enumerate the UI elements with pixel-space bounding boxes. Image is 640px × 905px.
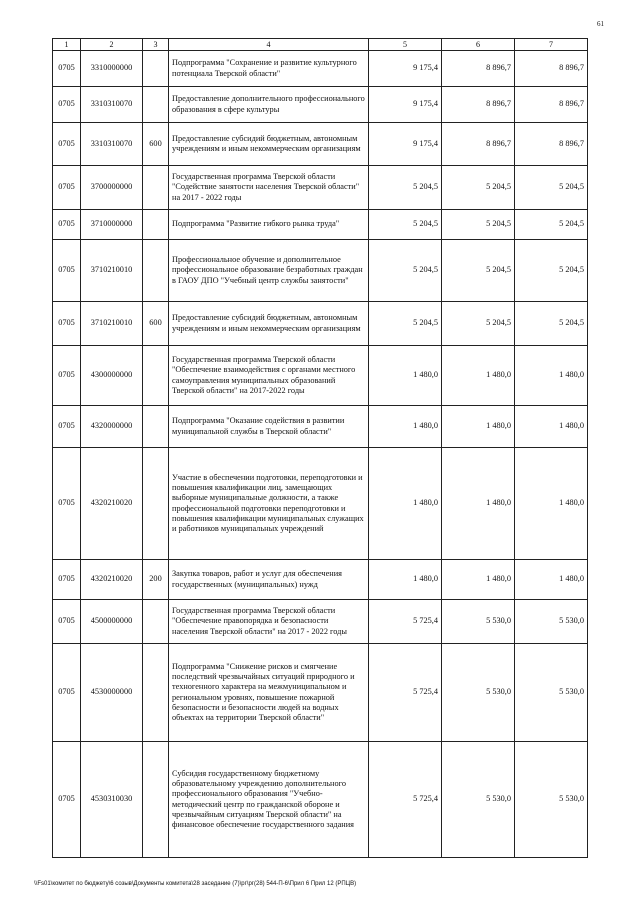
cell-code: 4320210020 [81, 448, 143, 560]
cell-code: 3710210010 [81, 240, 143, 302]
cell-v2: 5 204,5 [442, 210, 515, 240]
cell-v3: 5 530,0 [515, 644, 588, 742]
table-body [53, 51, 588, 858]
cell-section: 0705 [53, 210, 81, 240]
cell-v2: 5 204,5 [442, 240, 515, 302]
cell-v3: 1 480,0 [515, 406, 588, 448]
cell-v3: 5 530,0 [515, 600, 588, 644]
table-row [53, 302, 588, 346]
column-header-6: 6 [442, 39, 515, 51]
cell-v2: 5 530,0 [442, 644, 515, 742]
cell-type [143, 346, 169, 406]
cell-v2: 1 480,0 [442, 346, 515, 406]
cell-code: 3310310070 [81, 123, 143, 166]
cell-type [143, 406, 169, 448]
column-header-3: 3 [143, 39, 169, 51]
cell-type [143, 51, 169, 87]
cell-v1: 5 725,4 [369, 644, 442, 742]
cell-name: Субсидия государственному бюджетному образовательному учреждению дополнительного профессионального образования "Учебно-методический центр по гражданской обороне и чрезвычайным ситуациям Тверской области" на финансовое обеспечение государственного задания [169, 742, 369, 858]
cell-name: Государственная программа Тверской области "Обеспечение взаимодействия с органами местного самоуправления муниципальных образований Тверской области" на 2017-2022 годы [169, 346, 369, 406]
cell-v2: 8 896,7 [442, 51, 515, 87]
cell-name: Подпрограмма "Сохранение и развитие культурного потенциала Тверской области" [169, 51, 369, 87]
cell-section: 0705 [53, 51, 81, 87]
cell-code: 3310310070 [81, 87, 143, 123]
cell-v1: 1 480,0 [369, 346, 442, 406]
cell-section: 0705 [53, 600, 81, 644]
table-row [53, 742, 588, 858]
cell-code: 4300000000 [81, 346, 143, 406]
cell-type [143, 448, 169, 560]
column-header-7: 7 [515, 39, 588, 51]
cell-v1: 5 725,4 [369, 600, 442, 644]
column-header-5: 5 [369, 39, 442, 51]
table-row [53, 600, 588, 644]
cell-code: 3310000000 [81, 51, 143, 87]
cell-section: 0705 [53, 560, 81, 600]
cell-v2: 5 530,0 [442, 742, 515, 858]
cell-v3: 5 530,0 [515, 742, 588, 858]
cell-section: 0705 [53, 406, 81, 448]
cell-v1: 9 175,4 [369, 123, 442, 166]
cell-name: Участие в обеспечении подготовки, переподготовки и повышения квалификации лиц, замещающих выборные муниципальные должности, а также профессиональной подготовки переподготовки и повышения квалификации муниципальных служащих и работников муниципальных учреждений [169, 448, 369, 560]
cell-name: Закупка товаров, работ и услуг для обеспечения государственных (муниципальных) нужд [169, 560, 369, 600]
cell-code: 3700000000 [81, 166, 143, 210]
cell-name: Предоставление дополнительного профессионального образования в сфере культуры [169, 87, 369, 123]
page-number: 61 [597, 20, 604, 28]
cell-code: 4500000000 [81, 600, 143, 644]
cell-name: Подпрограмма "Оказание содействия в развитии муниципальной службы в Тверской области" [169, 406, 369, 448]
cell-type [143, 210, 169, 240]
cell-name: Подпрограмма "Снижение рисков и смягчение последствий чрезвычайных ситуаций природного и техногенного характера на межмуниципальном и региональном уровнях, повышение пожарной безопасности и безопасности людей на водных объектах на территории Тверской области" [169, 644, 369, 742]
cell-section: 0705 [53, 240, 81, 302]
cell-v1: 5 204,5 [369, 166, 442, 210]
cell-name: Государственная программа Тверской области "Содействие занятости населения Тверской области" на 2017 - 2022 годы [169, 166, 369, 210]
cell-section: 0705 [53, 742, 81, 858]
table-row [53, 346, 588, 406]
cell-type: 600 [143, 123, 169, 166]
cell-v3: 8 896,7 [515, 87, 588, 123]
cell-v1: 5 204,5 [369, 240, 442, 302]
cell-type [143, 240, 169, 302]
cell-type: 600 [143, 302, 169, 346]
table-row [53, 560, 588, 600]
cell-type [143, 87, 169, 123]
cell-code: 4530310030 [81, 742, 143, 858]
cell-code: 3710210010 [81, 302, 143, 346]
cell-name: Профессиональное обучение и дополнительное профессиональное образование безработных граждан в ГАОУ ДПО "Учебный центр службы занятости" [169, 240, 369, 302]
cell-section: 0705 [53, 448, 81, 560]
cell-type [143, 742, 169, 858]
cell-v3: 1 480,0 [515, 448, 588, 560]
cell-code: 3710000000 [81, 210, 143, 240]
table-row [53, 87, 588, 123]
cell-name: Подпрограмма "Развитие гибкого рынка труда" [169, 210, 369, 240]
cell-v2: 1 480,0 [442, 406, 515, 448]
cell-v1: 9 175,4 [369, 87, 442, 123]
cell-v2: 5 204,5 [442, 166, 515, 210]
cell-v3: 5 204,5 [515, 210, 588, 240]
cell-type [143, 644, 169, 742]
cell-v1: 1 480,0 [369, 448, 442, 560]
cell-section: 0705 [53, 166, 81, 210]
cell-v3: 5 204,5 [515, 240, 588, 302]
table-row [53, 210, 588, 240]
cell-section: 0705 [53, 123, 81, 166]
table-row [53, 123, 588, 166]
cell-v2: 8 896,7 [442, 87, 515, 123]
cell-section: 0705 [53, 302, 81, 346]
cell-name: Предоставление субсидий бюджетным, автономным учреждениям и иным некоммерческим организациям [169, 302, 369, 346]
cell-v3: 8 896,7 [515, 123, 588, 166]
cell-v3: 5 204,5 [515, 302, 588, 346]
cell-code: 4320210020 [81, 560, 143, 600]
file-path-footer: \\Fs01\комитет по бюджету\6 созыв\Документы комитета\28 заседание (7)\рг\рг(28) 544-П-6\Прил 6 Прил 12 (РПЦВ) [34, 881, 357, 887]
cell-name: Государственная программа Тверской области "Обеспечение правопорядка и безопасности населения Тверской области" на 2017 - 2022 годы [169, 600, 369, 644]
cell-v1: 1 480,0 [369, 560, 442, 600]
table-row [53, 448, 588, 560]
cell-v3: 5 204,5 [515, 166, 588, 210]
cell-v2: 1 480,0 [442, 448, 515, 560]
cell-type [143, 600, 169, 644]
cell-section: 0705 [53, 644, 81, 742]
cell-v3: 1 480,0 [515, 346, 588, 406]
table-row [53, 166, 588, 210]
cell-v3: 1 480,0 [515, 560, 588, 600]
table-row [53, 406, 588, 448]
column-header-1: 1 [53, 39, 81, 51]
cell-code: 4530000000 [81, 644, 143, 742]
cell-section: 0705 [53, 346, 81, 406]
column-header-4: 4 [169, 39, 369, 51]
cell-v1: 5 204,5 [369, 302, 442, 346]
cell-code: 4320000000 [81, 406, 143, 448]
cell-v1: 5 725,4 [369, 742, 442, 858]
cell-type: 200 [143, 560, 169, 600]
cell-v1: 5 204,5 [369, 210, 442, 240]
cell-v3: 8 896,7 [515, 51, 588, 87]
budget-table [52, 38, 588, 858]
cell-type [143, 166, 169, 210]
cell-v2: 1 480,0 [442, 560, 515, 600]
cell-v1: 1 480,0 [369, 406, 442, 448]
table-row [53, 644, 588, 742]
cell-section: 0705 [53, 87, 81, 123]
cell-name: Предоставление субсидий бюджетным, автономным учреждениям и иным некоммерческим организациям [169, 123, 369, 166]
table-row [53, 51, 588, 87]
cell-v2: 8 896,7 [442, 123, 515, 166]
column-header-2: 2 [81, 39, 143, 51]
cell-v2: 5 204,5 [442, 302, 515, 346]
table-row [53, 240, 588, 302]
cell-v1: 9 175,4 [369, 51, 442, 87]
table-header [53, 39, 588, 51]
cell-v2: 5 530,0 [442, 600, 515, 644]
